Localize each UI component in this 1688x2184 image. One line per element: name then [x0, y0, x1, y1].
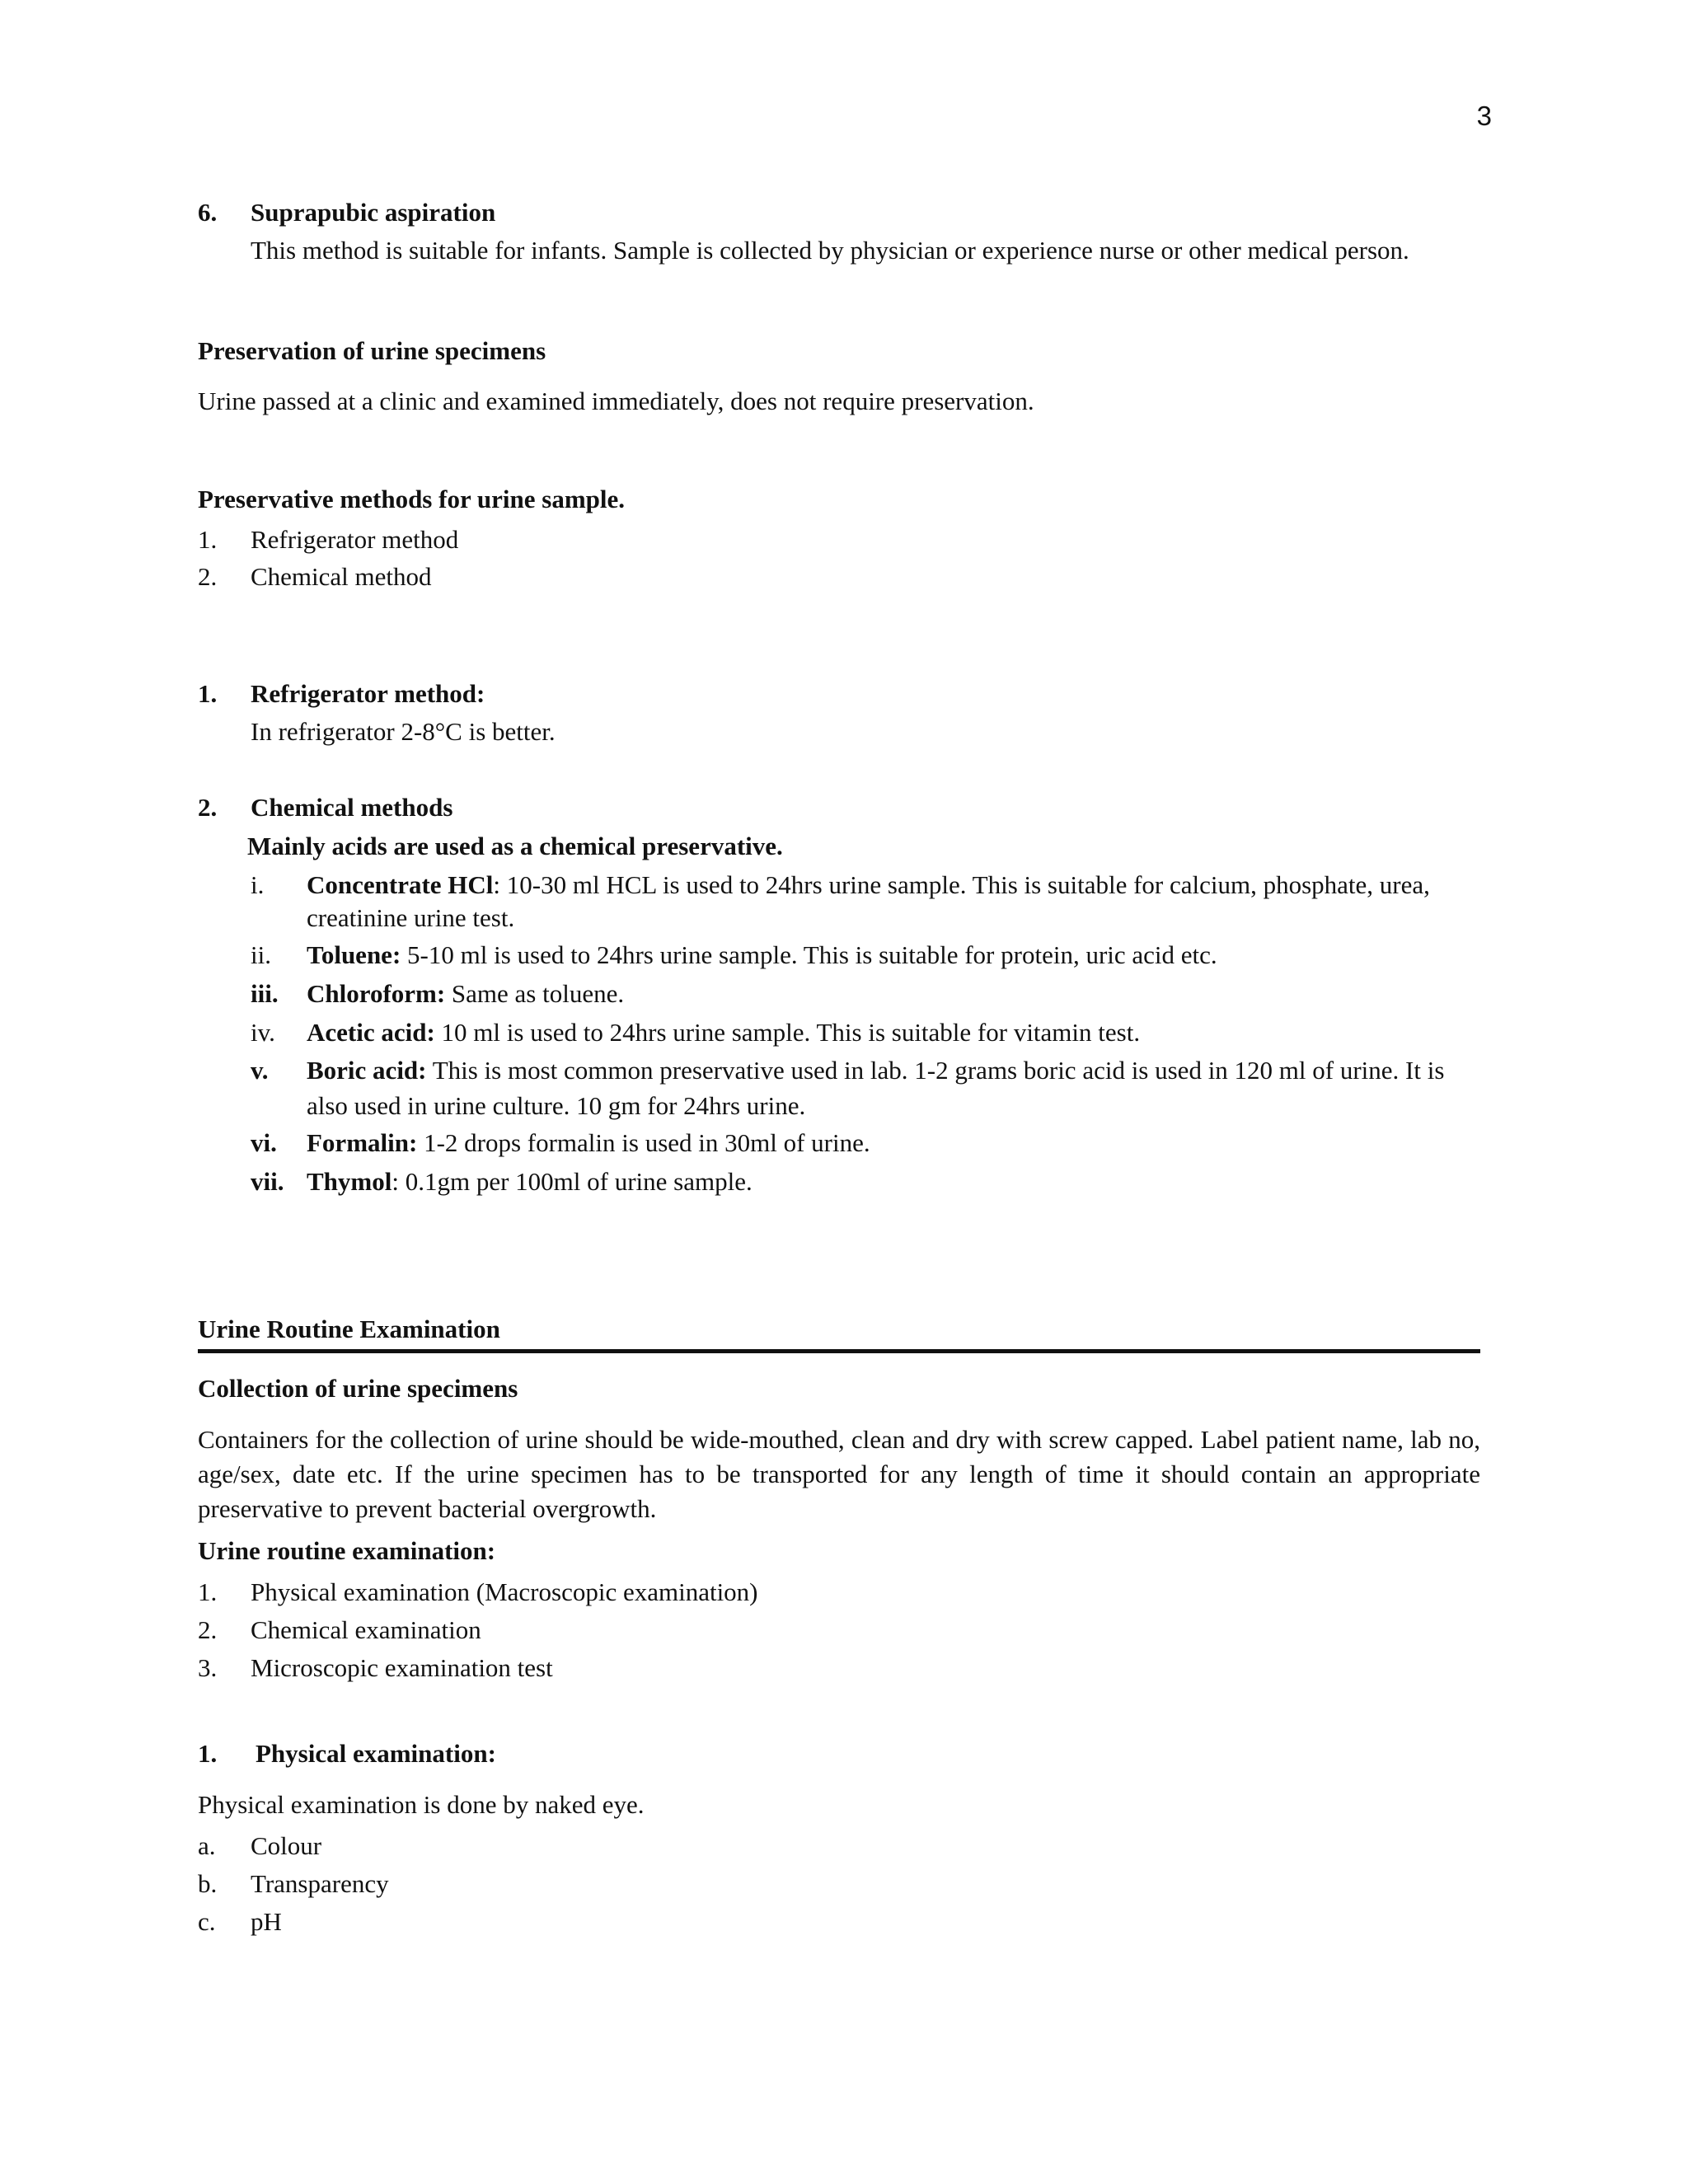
section-heading: Physical examination:: [256, 1739, 496, 1768]
list-item-number: 2.: [198, 1615, 218, 1644]
list-item-number: iv.: [251, 1018, 275, 1047]
item-name: Toluene:: [307, 940, 401, 969]
list-item-continuation: creatinine urine test.: [307, 903, 515, 932]
section-number: 6.: [198, 198, 218, 227]
list-item: Chloroform: Same as toluene.: [307, 979, 625, 1008]
list-item: Boric acid: This is most common preservative used in lab. 1-2 grams boric acid is used in 120 ml of urine. It is: [307, 1056, 1445, 1085]
list-item-number: 1.: [198, 1577, 218, 1606]
section-heading: Urine routine examination:: [198, 1536, 496, 1565]
section-text: In refrigerator 2-8°C is better.: [251, 717, 556, 746]
list-item-number: ii.: [251, 940, 271, 969]
section-paragraph: Containers for the collection of urine should be wide-mouthed, clean and dry with screw capped. Label patient name, lab no, age/sex, date etc. If the urine specimen has to be transported for any length of time it should contain an appropriate preservative to prevent bacterial overgrowth.: [198, 1425, 1480, 1523]
list-item: Formalin: 1-2 drops formalin is used in 30ml of urine.: [307, 1128, 870, 1157]
list-item-number: vi.: [251, 1128, 277, 1157]
list-item-number: vii.: [251, 1167, 284, 1196]
section-heading: Preservative methods for urine sample.: [198, 485, 626, 513]
list-item: Physical examination (Macroscopic examination): [251, 1577, 758, 1606]
section-text: Physical examination is done by naked eye.: [198, 1790, 645, 1819]
section-number: 2.: [198, 793, 218, 822]
list-item-number: iii.: [251, 979, 279, 1008]
section-text: This method is suitable for infants. Sample is collected by physician or experience nurse or other medical person.: [251, 236, 1409, 265]
item-name: Chloroform:: [307, 979, 446, 1008]
page-number: 3: [1476, 101, 1492, 131]
list-item: Transparency: [251, 1869, 389, 1898]
section-heading: Urine Routine Examination: [198, 1315, 500, 1343]
list-item: Microscopic examination test: [251, 1653, 553, 1682]
section-heading: Refrigerator method:: [251, 679, 485, 708]
section-heading: Suprapubic aspiration: [251, 198, 496, 227]
list-item-number: 2.: [198, 562, 218, 591]
horizontal-rule: [198, 1349, 1480, 1353]
section-number: 1.: [198, 1739, 218, 1768]
list-item-continuation: also used in urine culture. 10 gm for 24hrs urine.: [307, 1091, 806, 1120]
list-item: Toluene: 5-10 ml is used to 24hrs urine sample. This is suitable for protein, uric acid etc.: [307, 940, 1217, 969]
list-item-number: v.: [251, 1056, 269, 1085]
list-item-number: 1.: [198, 525, 218, 554]
list-item: pH: [251, 1907, 282, 1936]
list-item: Colour: [251, 1831, 322, 1860]
list-item-number: b.: [198, 1869, 218, 1898]
section-heading: Preservation of urine specimens: [198, 336, 546, 365]
list-item: Acetic acid: 10 ml is used to 24hrs urine sample. This is suitable for vitamin test.: [307, 1018, 1141, 1047]
list-item-number: 3.: [198, 1653, 218, 1682]
section-heading: Chemical methods: [251, 793, 453, 822]
item-name: Boric acid:: [307, 1056, 427, 1085]
section-heading: Collection of urine specimens: [198, 1374, 518, 1403]
list-item: Concentrate HCl: 10-30 ml HCL is used to 24hrs urine sample. This is suitable for calcium, phosphate, urea,: [307, 870, 1430, 899]
item-name: Thymol: [307, 1167, 392, 1196]
item-name: Acetic acid:: [307, 1018, 435, 1047]
list-item: Thymol: 0.1gm per 100ml of urine sample.: [307, 1167, 753, 1196]
list-item-number: i.: [251, 870, 265, 899]
list-item-number: c.: [198, 1907, 216, 1936]
list-item: Chemical examination: [251, 1615, 481, 1644]
item-name: Formalin:: [307, 1128, 418, 1157]
list-item-number: a.: [198, 1831, 216, 1860]
item-name: Concentrate HCl: [307, 870, 494, 899]
section-intro: Mainly acids are used as a chemical preservative.: [247, 832, 783, 860]
section-text: Urine passed at a clinic and examined immediately, does not require preservation.: [198, 387, 1034, 415]
section-number: 1.: [198, 679, 218, 708]
list-item: Refrigerator method: [251, 525, 459, 554]
list-item: Chemical method: [251, 562, 432, 591]
